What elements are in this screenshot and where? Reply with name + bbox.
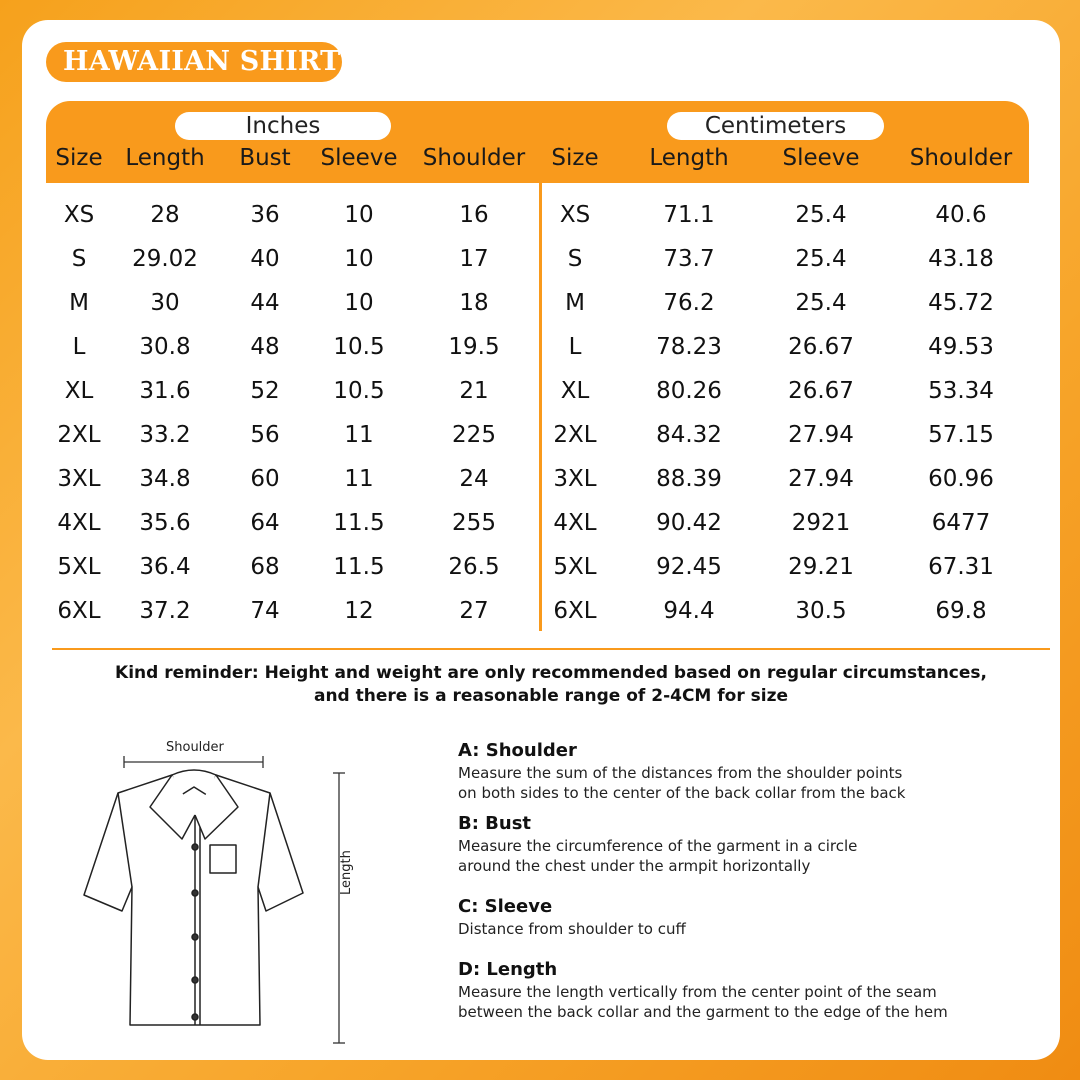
table-cell-shoulder-cm: 60.96 — [928, 466, 994, 492]
table-cell-shoulder-cm: 57.15 — [928, 422, 994, 448]
table-cell-bust-in: 74 — [250, 598, 280, 624]
table-cell-length-cm: 84.32 — [656, 422, 722, 448]
table-cell-sleeve-in: 11 — [344, 422, 374, 448]
table-cell-shoulder-in: 24 — [459, 466, 489, 492]
measurement-text: Distance from shoulder to cuff — [458, 920, 686, 938]
table-cell-sleeve-in: 12 — [344, 598, 374, 624]
table-cell-shoulder-in: 19.5 — [448, 334, 500, 360]
table-cell-length-in: 34.8 — [139, 466, 191, 492]
table-cell-length-in: 31.6 — [139, 378, 191, 404]
table-cell-shoulder-cm: 67.31 — [928, 554, 994, 580]
table-cell-size: L — [72, 334, 86, 360]
table-cell-size-cm: 6XL — [553, 598, 597, 624]
header-length-cm: Length — [649, 145, 729, 171]
table-cell-bust-in: 64 — [250, 510, 280, 536]
header-sleeve-in: Sleeve — [320, 145, 398, 171]
measurement-sleeve — [458, 895, 686, 939]
table-cell-shoulder-in: 21 — [459, 378, 489, 404]
table-cell-length-cm: 80.26 — [656, 378, 722, 404]
table-cell-shoulder-in: 16 — [459, 202, 489, 228]
measurement-bust — [458, 812, 857, 876]
measurement-length — [458, 958, 948, 1022]
measurement-title: D: Length — [458, 959, 558, 980]
table-cell-sleeve-cm: 25.4 — [795, 246, 847, 272]
table-cell-shoulder-in: 255 — [452, 510, 496, 536]
table-cell-bust-in: 52 — [250, 378, 280, 404]
table-cell-sleeve-in: 10 — [344, 202, 374, 228]
table-cell-sleeve-cm: 26.67 — [788, 334, 854, 360]
table-cell-sleeve-in: 10.5 — [333, 378, 385, 404]
table-cell-size-cm: 4XL — [553, 510, 597, 536]
table-cell-size: 2XL — [57, 422, 101, 448]
header-bust-in: Bust — [239, 145, 291, 171]
table-cell-sleeve-cm: 27.94 — [788, 422, 854, 448]
table-cell-size: 4XL — [57, 510, 101, 536]
table-cell-sleeve-in: 10.5 — [333, 334, 385, 360]
table-cell-length-cm: 88.39 — [656, 466, 722, 492]
table-cell-length-cm: 78.23 — [656, 334, 722, 360]
header-shoulder-in: Shoulder — [422, 145, 526, 171]
table-cell-size-cm: XL — [560, 378, 590, 404]
measurement-shoulder — [458, 739, 905, 803]
table-cell-sleeve-cm: 25.4 — [795, 290, 847, 316]
section-divider — [52, 648, 1050, 650]
table-cell-length-in: 33.2 — [139, 422, 191, 448]
table-cell-size-cm: M — [565, 290, 585, 316]
table-cell-length-in: 29.02 — [132, 246, 198, 272]
table-cell-size: XL — [64, 378, 94, 404]
table-cell-length-in: 37.2 — [139, 598, 191, 624]
table-cell-sleeve-cm: 29.21 — [788, 554, 854, 580]
header-size-in: Size — [55, 145, 103, 171]
measurement-title: A: Shoulder — [458, 740, 577, 761]
table-cell-sleeve-in: 11.5 — [333, 554, 385, 580]
table-cell-length-cm: 90.42 — [656, 510, 722, 536]
table-cell-shoulder-cm: 40.6 — [935, 202, 987, 228]
kind-reminder — [52, 662, 1050, 708]
table-cell-bust-in: 40 — [250, 246, 280, 272]
table-cell-shoulder-cm: 53.34 — [928, 378, 994, 404]
measurement-text: on both sides to the center of the back collar from the back — [458, 784, 906, 802]
inches-unit-label: Inches — [175, 112, 391, 140]
measurement-text: around the chest under the armpit horizontally — [458, 857, 811, 875]
table-cell-shoulder-in: 17 — [459, 246, 489, 272]
table-cell-bust-in: 48 — [250, 334, 280, 360]
table-cell-sleeve-cm: 2921 — [791, 510, 851, 536]
header-shoulder-cm: Shoulder — [909, 145, 1013, 171]
page-title: HAWAIIAN SHIRT — [46, 42, 342, 82]
table-cell-length-in: 35.6 — [139, 510, 191, 536]
table-cell-sleeve-cm: 25.4 — [795, 202, 847, 228]
table-cell-size: 3XL — [57, 466, 101, 492]
shirt-diagram-icon — [70, 735, 410, 1055]
table-cell-shoulder-cm: 69.8 — [935, 598, 987, 624]
shoulder-measure-label: Shoulder — [166, 740, 224, 755]
table-cell-shoulder-cm: 43.18 — [928, 246, 994, 272]
table-cell-sleeve-in: 10 — [344, 246, 374, 272]
measurement-text: Measure the length vertically from the center point of the seam — [458, 983, 937, 1001]
table-cell-bust-in: 36 — [250, 202, 280, 228]
table-cell-shoulder-cm: 45.72 — [928, 290, 994, 316]
table-cell-bust-in: 68 — [250, 554, 280, 580]
table-cell-size-cm: 3XL — [553, 466, 597, 492]
table-cell-sleeve-cm: 27.94 — [788, 466, 854, 492]
unit-divider — [539, 183, 542, 631]
table-cell-size-cm: 5XL — [553, 554, 597, 580]
table-cell-length-cm: 73.7 — [663, 246, 715, 272]
table-cell-length-in: 30.8 — [139, 334, 191, 360]
table-cell-size: XS — [63, 202, 95, 228]
table-cell-size-cm: XS — [559, 202, 591, 228]
header-length-in: Length — [125, 145, 205, 171]
table-cell-length-in: 36.4 — [139, 554, 191, 580]
table-cell-shoulder-in: 18 — [459, 290, 489, 316]
table-cell-size-cm: L — [568, 334, 582, 360]
centimeters-unit-label: Centimeters — [667, 112, 884, 140]
header-size-cm: Size — [551, 145, 599, 171]
table-cell-size: M — [69, 290, 89, 316]
table-cell-length-in: 28 — [150, 202, 180, 228]
table-cell-shoulder-cm: 6477 — [931, 510, 991, 536]
table-cell-bust-in: 44 — [250, 290, 280, 316]
table-cell-shoulder-in: 26.5 — [448, 554, 500, 580]
table-cell-sleeve-cm: 26.67 — [788, 378, 854, 404]
length-measure-label: Length — [339, 850, 354, 895]
table-cell-sleeve-in: 10 — [344, 290, 374, 316]
table-cell-size-cm: S — [567, 246, 583, 272]
table-cell-size: 6XL — [57, 598, 101, 624]
table-cell-length-cm: 76.2 — [663, 290, 715, 316]
measurement-text: Measure the circumference of the garment in a circle — [458, 837, 858, 855]
measurement-text: between the back collar and the garment to the edge of the hem — [458, 1003, 948, 1021]
table-cell-length-cm: 94.4 — [663, 598, 715, 624]
table-cell-sleeve-cm: 30.5 — [795, 598, 847, 624]
table-cell-length-in: 30 — [150, 290, 180, 316]
table-cell-shoulder-in: 225 — [452, 422, 496, 448]
table-cell-sleeve-in: 11.5 — [333, 510, 385, 536]
table-cell-shoulder-in: 27 — [459, 598, 489, 624]
table-cell-bust-in: 60 — [250, 466, 280, 492]
table-cell-sleeve-in: 11 — [344, 466, 374, 492]
table-cell-size-cm: 2XL — [553, 422, 597, 448]
table-cell-size: S — [71, 246, 87, 272]
table-cell-length-cm: 92.45 — [656, 554, 722, 580]
table-cell-shoulder-cm: 49.53 — [928, 334, 994, 360]
table-cell-length-cm: 71.1 — [663, 202, 715, 228]
table-cell-size: 5XL — [57, 554, 101, 580]
measurement-text: Measure the sum of the distances from the shoulder points — [458, 764, 903, 782]
reminder-line: and there is a reasonable range of 2-4CM for size — [313, 686, 789, 706]
header-sleeve-cm: Sleeve — [782, 145, 860, 171]
shirt-diagram — [70, 735, 410, 1055]
measurement-title: C: Sleeve — [458, 896, 553, 917]
reminder-line: Kind reminder: Height and weight are only recommended based on regular circumstances, — [115, 663, 987, 683]
measurement-title: B: Bust — [458, 813, 532, 834]
table-cell-bust-in: 56 — [250, 422, 280, 448]
